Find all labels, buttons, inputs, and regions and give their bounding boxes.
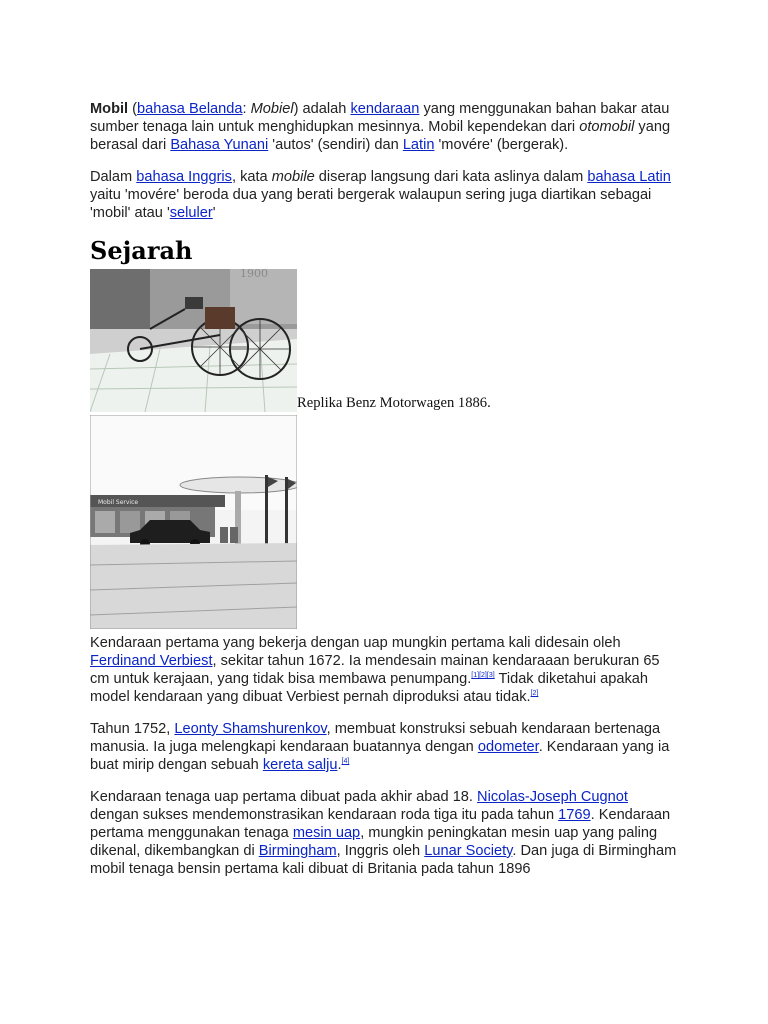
citation-3[interactable]: [3] (486, 672, 495, 680)
section-heading-sejarah: Sejarah (90, 236, 193, 265)
benz-motorwagen-image[interactable] (90, 269, 297, 412)
etymology-paragraph: Dalam bahasa Inggris, kata mobile diserap langsung dari kata aslinya dalam bahasa Latin yaitu 'movére' beroda dua yang berati bergerak walaupun sering juga diartikan sebagai 'mobil' atau 'seluler' (90, 169, 671, 221)
wall-year-text: 1900 (240, 269, 268, 280)
link-bahasa-inggris[interactable]: bahasa Inggris (136, 169, 232, 185)
station-sign-text: Mobil Service (98, 499, 139, 506)
citation-refs (471, 672, 494, 679)
link-bahasa-belanda[interactable]: bahasa Belanda (137, 101, 243, 117)
link-1769[interactable]: 1769 (558, 807, 591, 823)
link-ferdinand-verbiest[interactable]: Ferdinand Verbiest (90, 653, 213, 669)
citation-2[interactable]: [2] (479, 672, 487, 680)
link-odometer[interactable]: odometer (477, 739, 539, 755)
intro-paragraph: Mobil (bahasa Belanda: Mobiel) adalah kendaraan yang menggunakan bahan bakar atau sumber tenaga lain untuk menghidupkan mesinnya. Mobil kependekan dari otomobil yang berasal dari Bahasa Yunani 'autos' (sendiri) dan Latin 'movére' (bergerak). (90, 101, 671, 153)
link-bahasa-latin[interactable]: bahasa Latin (587, 169, 671, 185)
citation-1[interactable]: [1] (471, 672, 480, 680)
link-kendaraan[interactable]: kendaraan (350, 101, 420, 117)
link-kereta-salju[interactable]: kereta salju (262, 757, 338, 773)
link-lunar-society[interactable]: Lunar Society (424, 843, 513, 859)
link-mesin-uap[interactable]: mesin uap (292, 825, 361, 841)
article-body (90, 100, 680, 892)
gas-station-image[interactable] (90, 415, 297, 629)
link-bahasa-yunani[interactable]: Bahasa Yunani (170, 137, 269, 153)
term-bold: Mobil (90, 101, 129, 117)
link-latin[interactable]: Latin (402, 137, 435, 153)
figure-benz-row (90, 269, 680, 412)
link-leonty-shamshurenkov[interactable]: Leonty Shamshurenkov (174, 721, 327, 737)
link-seluler[interactable]: seluler (169, 205, 213, 221)
citation-4[interactable]: [4] (341, 758, 350, 766)
figure-caption: Replika Benz Motorwagen 1886. (297, 395, 491, 411)
shamshurenkov-paragraph: Tahun 1752, Leonty Shamshurenkov, membuat konstruksi sebuah kendaraan bertenaga manusia. Ia juga melengkapi kendaraan buatannya dengan odometer. Kendaraan yang ia buat mirip dengan sebuah kereta salju.[4] (90, 721, 670, 773)
cugnot-paragraph: Kendaraan tenaga uap pertama dibuat pada akhir abad 18. Nicolas-Joseph Cugnot dengan sukses mendemonstrasikan kendaraan roda tiga itu pada tahun 1769. Kendaraan pertama menggunakan tenaga mesin uap, mungkin peningkatan mesin uap yang paling dikenal, dikembangkan di Birmingham, Inggris oleh Lunar Society. Dan juga di Birmingham mobil tenaga bensin pertama kali dibuat di Britania pada tahun 1896 (90, 789, 677, 877)
verbiest-paragraph: Kendaraan pertama yang bekerja dengan uap mungkin pertama kali didesain oleh Ferdinand Verbiest, sekitar tahun 1672. Ia mendesain mainan kendaraaan berukuran 65 cm untuk kerajaan, yang tidak bisa membawa penumpang.[1][2][3] Tidak diketahui apakah model kendaraan yang dibuat Verbiest pernah diproduksi atau tidak.[2] (90, 635, 660, 705)
citation-2b[interactable]: [2] (530, 690, 539, 698)
link-birmingham[interactable]: Birmingham (258, 843, 337, 859)
link-nicolas-joseph-cugnot[interactable]: Nicolas-Joseph Cugnot (477, 789, 628, 805)
